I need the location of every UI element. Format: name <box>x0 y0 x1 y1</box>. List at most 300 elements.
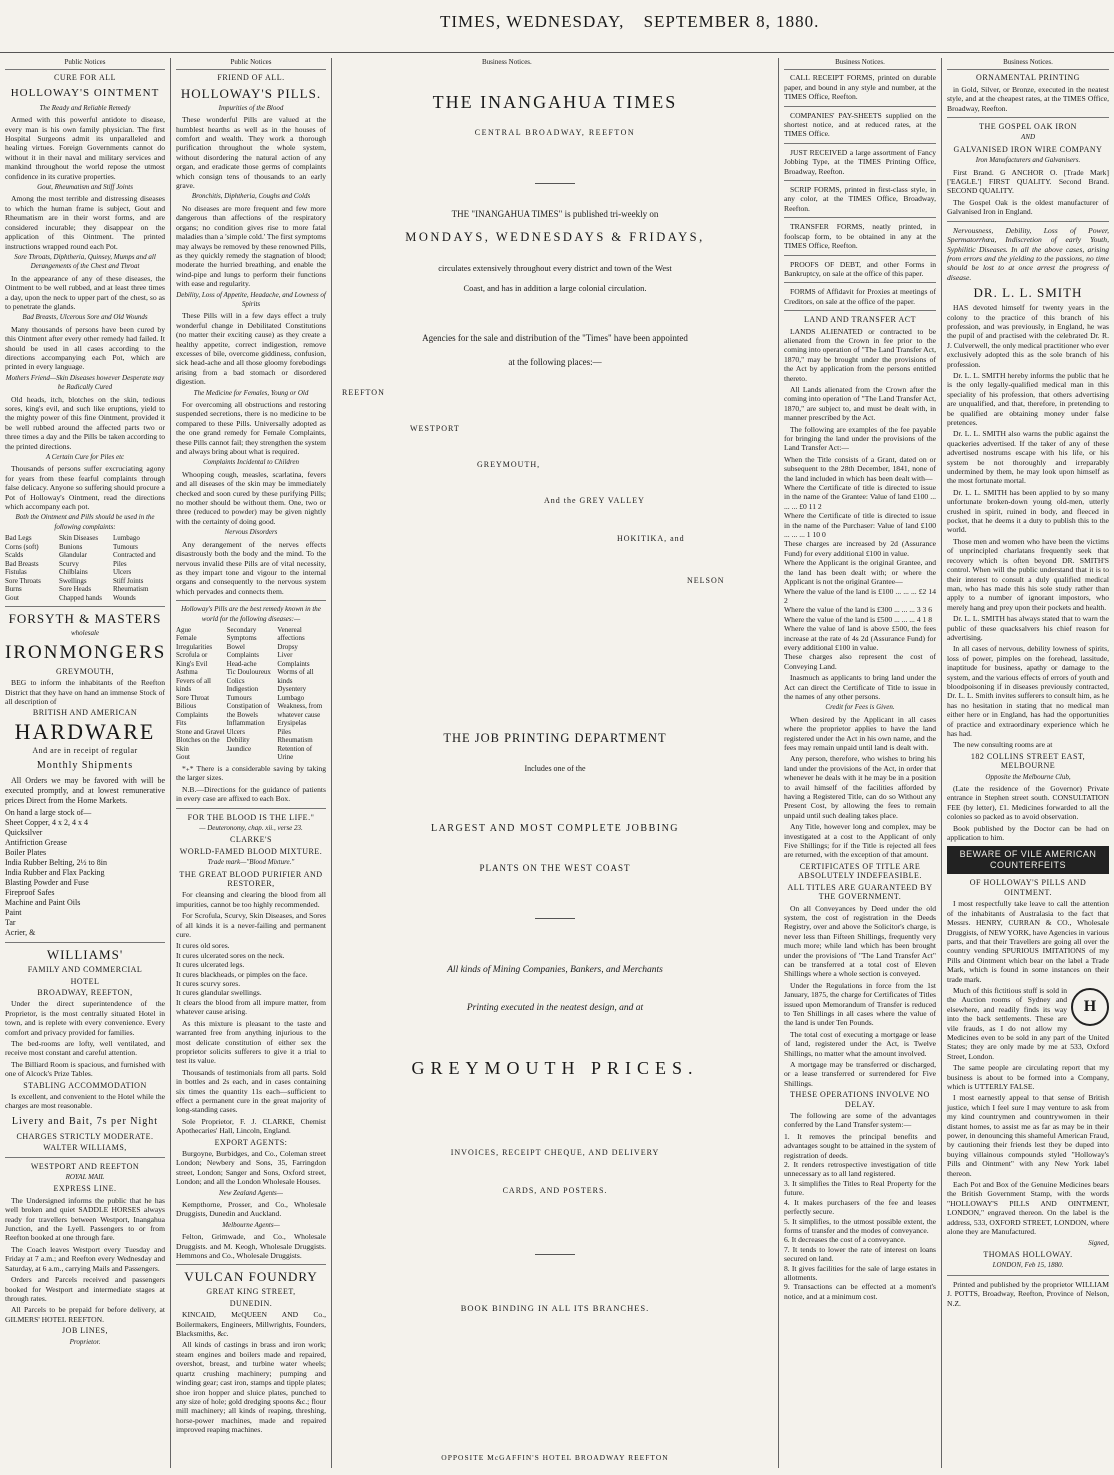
ad-paragraph: All Parcels to be prepaid for before delivery, at GILMERS' HOTEL REEFTON. <box>5 1305 165 1324</box>
ad-subhead: THESE OPERATIONS INVOLVE NO DELAY. <box>790 1090 930 1109</box>
ad-paragraph: Burgoyne, Burbidges, and Co., Coleman street London; Newbery and Sons, 35, Farringdon street, London; Sanger and Sons, Oxford street, London; and all the London Wholesale Houses. <box>176 1148 326 1187</box>
fee-item: Where the Certificate of title is directed to issue in the name of the Grantee: Value of land £100 ... ... ... £0 11 2 <box>784 483 936 511</box>
ad-subhead: Gout, Rheumatism and Stiff Joints <box>37 183 133 192</box>
ad-subhead: Sore Throats, Diphtheria, Quinsey, Mumps and all Derangements of the Chest and Throat <box>14 252 156 271</box>
ad-subhead: STABLING ACCOMMODATION <box>23 1080 147 1090</box>
ad-paragraph: BEG to inform the inhabitants of the Reefton District that they have on hand an immense Stock of all description of <box>5 678 165 706</box>
holloway-seal-icon: H <box>1071 988 1109 1026</box>
masthead-title <box>440 12 819 32</box>
disease-item: Indigestion <box>226 685 259 694</box>
divider <box>535 918 575 919</box>
ad-paragraph: Whooping cough, measles, scarlatina, fevers and all diseases of the skin may be immediately checked and soon cured by these purifying Pills; no mother should be without them. One, two or three (reduced to powder) may be given nightly with the certainty of doing good. <box>176 469 326 526</box>
ad-paragraph: All Lands alienated from the Crown after the coming into operation of "The Land Transfer Act, 1870," are subject to, and must be dealt with, in manner prescribed by the Act. <box>784 384 936 423</box>
disease-item: Gout <box>176 753 190 762</box>
ad-note: *₊* There is a considerable saving by taking the larger sizes. <box>176 763 326 783</box>
disease-item: Stone and Gravel <box>176 727 225 736</box>
ad-subhead: The Ready and Reliable Remedy <box>39 103 131 112</box>
ad-kicker: FRIEND OF ALL. <box>217 73 285 83</box>
ad-paragraph: For Scrofula, Scurvy, Skin Diseases, and Sores of all kinds it is a never-failing and permanent cure. <box>176 911 326 940</box>
ad-paragraph: HAS devoted himself for twenty years in the colony to the practice of this branch of his profession, and was previously, in England, he was the pupil of and practised with the celebrated Dr. R. J. Culverwell, the only medical practitioner who ever exclusively adopted this as the sole branch of his profession. <box>947 303 1109 369</box>
ad-title: THE GOSPEL OAK IRON <box>979 122 1077 132</box>
disease-item: Fevers of all kinds <box>176 676 211 694</box>
disease-item: Lumbago <box>277 693 305 702</box>
disease-item: Head-ache <box>226 659 257 668</box>
ad-subhead: Both the Ointment and Pills should be used in the following complaints: <box>15 513 155 531</box>
fee-item: These charges also represent the cost of Conveying Land. <box>784 652 936 671</box>
ad-subhead: CHARGES STRICTLY MODERATE. <box>16 1131 154 1141</box>
ad-signature: WALTER WILLIAMS, <box>43 1143 127 1153</box>
fee-item: Where the value of the land is £100 ... ... ... £2 14 2 <box>784 586 936 605</box>
cure-item: It cures scurvy sores. <box>176 979 241 989</box>
stock-item: Quicksilver <box>5 828 43 838</box>
ad-title: CLARKE'S <box>230 835 272 845</box>
ad-note: N.B.—Directions for the guidance of patients in every case are affixed to each Box. <box>176 784 326 804</box>
ad-dateline: LONDON, Feb 15, 1880. <box>992 1261 1064 1270</box>
fee-item: Where the Certificate of title is directed to issue in the name of the Purchaser: Value of land £100 ... ... ... 1 10 0 <box>784 511 936 540</box>
advert-title: THE JOB PRINTING DEPARTMENT <box>443 731 667 745</box>
disease-item: Dropsy <box>277 642 298 651</box>
disease-item: Liver Complaints <box>277 651 310 668</box>
ad-title: ORNAMENTAL PRINTING <box>976 73 1080 83</box>
ad-paragraph: Under the Regulations in force from the 1st January, 1875, the charge for Certificates of Titles issued upon Memorandum of Transfer is reduced to Ten Shillings in all cases where the value of the land is under Ten Pounds. <box>784 980 936 1028</box>
divider <box>535 183 575 184</box>
agency-place: GREYMOUTH, <box>477 460 541 469</box>
column-2 <box>171 58 331 1468</box>
advert-line: circulates extensively throughout every district and town of the West <box>438 263 672 273</box>
inangahua-times-advert <box>332 58 778 1468</box>
ad-subhead: Bronchitis, Diphtheria, Coughs and Colds <box>191 192 311 201</box>
ad-subhead: Trade mark—"Blood Mixture." <box>207 858 295 867</box>
disease-item: Jaundice <box>226 744 252 753</box>
complaint-item: Lumbago <box>113 534 140 543</box>
ad-paragraph: Inasmuch as applicants to bring land under the Act can direct the Certificate of Title to issue in the names of any other persons. <box>784 673 936 701</box>
advert-line: BOOK BINDING IN ALL ITS BRANCHES. <box>460 1303 650 1313</box>
ad-paragraph: Any person, therefore, who wishes to bring his land under the provisions of the Act, in order that whenever he deals with it he may be in a position to avail himself of the facilities afforded by having a Registered Title, can do so Without any Present Cost, by allowing the fees to remain unpaid until such dealing takes place. <box>784 754 936 820</box>
advert-address: OPPOSITE McGAFFIN'S HOTEL BROADWAY REEFTON <box>441 1453 669 1462</box>
ad-paragraph: Thousands of testimonials from all parts. Sold in bottles and 2s each, and in cases containing six times the quantity 11s each—sufficient to effect a permanent cure in the great majority of long-standing cases. <box>176 1067 326 1115</box>
ad-signature: Signed, <box>1088 1238 1109 1247</box>
ad-subhead: Bad Breasts, Ulcerous Sore and Old Wounds <box>22 313 148 322</box>
divider <box>947 1275 1109 1276</box>
ad-paragraph: The Gospel Oak is the oldest manufacturer of Galvanised Iron in England. <box>947 197 1109 217</box>
stock-item: Paint <box>5 908 22 918</box>
fee-item: When the Title consists of a Grant, dated on or subsequent to the 28th December, 1841, none of the land included in which has been dealt with— <box>784 454 936 483</box>
disease-item: Rheumatism <box>277 736 313 745</box>
ad-subhead: GREAT KING STREET, <box>206 1287 296 1297</box>
cure-item: It cures old sores. <box>176 941 230 951</box>
advert-line: All kinds of Mining Companies, Bankers, and Merchants <box>447 965 663 975</box>
ad-paragraph: Book published by the Doctor can be had on application to him. <box>947 823 1109 843</box>
agency-place: NELSON <box>687 576 725 585</box>
agency-place: WESTPORT <box>410 424 460 433</box>
ad-title: LAND AND TRANSFER ACT <box>804 315 916 325</box>
ad-paragraph: For cleansing and clearing the blood from all impurities, cannot be too highly recommended. <box>176 890 326 909</box>
advantage-item: 2. It renders retrospective investigation of title unnecessary as to all land registered. <box>784 1160 936 1179</box>
complaint-item: Burns <box>5 585 22 594</box>
ad-paragraph: As this mixture is pleasant to the taste and warranted free from anything injurious to the most delicate constitution of either sex the proprietor solicits sufferers to give it a trial to test its value. <box>176 1018 326 1066</box>
ad-paragraph: Kempthorne, Prosser, and Co., Wholesale Druggists, Dunedin and Auckland. <box>176 1200 326 1219</box>
disease-item: Retention of Urine <box>277 744 313 762</box>
complaint-item: Piles <box>113 559 127 568</box>
divider <box>784 143 936 144</box>
ad-paragraph: First Brand. G ANCHOR O. [Trade Mark] ['EAGLE.'] FIRST QUALITY. Second Brand. SECOND QUALITY. <box>947 167 1109 196</box>
cure-item: It cures ulcerated sores on the neck. <box>176 950 285 960</box>
ad-paragraph: These Pills will in a few days effect a truly wonderful change in Debilitated Constitutions (no matter their exciting cause) as they create a healthy appetite, correct indigestion, remove excesses of bile, overcome giddiness, confusion, sick head-ache and all those gloomy forebodings arising from a bad stomach or disordered digestion. <box>176 311 326 387</box>
cure-item: It clears the blood from all impure matter, from whatever cause arising. <box>176 997 326 1017</box>
divider <box>784 180 936 181</box>
ad-paragraph: The same people are circulating report that my business is about to be formed into a Company, which is UTTERLY FALSE. <box>947 1063 1109 1091</box>
advert-line: CARDS, AND POSTERS. <box>502 1186 608 1195</box>
divider <box>947 117 1109 118</box>
ad-paragraph: No diseases are more frequent and few more dangerous than affections of the respiratory organs; no condition gives rise to more fatal maladies than a 'simple cold.' The first symptoms may always be removed by these renowned Pills, as they quickly remedy the stagnation of blood; moderate the hurried breathing, and enable the wind-pipe and lungs to perform their functions with ease and regularity. <box>176 203 326 289</box>
disease-item: Piles <box>277 727 291 736</box>
complaint-item: Contracted and <box>113 551 156 560</box>
ad-subhead: Debility, Loss of Appetite, Headache, and Lowness of Spirits <box>176 290 326 308</box>
stock-item: Antifriction Grease <box>5 838 67 848</box>
ad-signature: THOMAS HOLLOWAY. <box>983 1249 1073 1259</box>
notice: TRANSFER FORMS, neatly printed, in foolscap form, to be obtained in any at the TIMES Office, Reefton. <box>784 222 936 251</box>
divider <box>947 221 1109 222</box>
complaint-item: Wounds <box>113 593 136 602</box>
divider <box>176 600 326 601</box>
advert-address: CENTRAL BROADWAY, REEFTON <box>474 128 636 137</box>
complaint-item: Chilblains <box>59 568 88 577</box>
advantage-item: 5. It simplifies, to the utmost possible extent, the forms of transfer and the modes of conveyance. <box>784 1216 936 1235</box>
disease-item: Dysentery <box>277 685 307 694</box>
stock-item: On hand a large stock of— <box>5 808 92 818</box>
ad-paragraph: KINCAID, McQUEEN AND Co., Boilermakers, Engineers, Millwrights, Founders, Blacksmiths, &c. <box>176 1310 326 1339</box>
ad-paragraph: Felton, Grimwade, and Co., Wholesale Druggists. and M. Keogh, Wholesale Druggists. Hemmons and Co., Wholesale Druggists. <box>176 1232 326 1261</box>
ad-subhead: The Medicine for Females, Young or Old <box>193 388 309 397</box>
ad-signature: JOB LINES, <box>62 1326 108 1336</box>
complaint-item: Gout <box>5 593 19 602</box>
ad-subhead: FAMILY AND COMMERCIAL <box>27 965 143 975</box>
cures-list <box>176 941 326 1016</box>
stock-list <box>5 808 165 938</box>
disease-item: Erysipelas <box>277 719 307 728</box>
column-1 <box>0 58 170 1468</box>
ad-paragraph: Sole Proprietor, F. J. CLARKE, Chemist Apothecaries' Hall, Lincoln, England. <box>176 1116 326 1136</box>
ad-subhead: wholesale <box>71 629 99 638</box>
ad-paragraph: The Billiard Room is spacious, and furnished with one of Alcock's Prize Tables. <box>5 1059 165 1079</box>
ad-title: DR. L. L. SMITH <box>973 285 1083 301</box>
column-heading: Business Notices. <box>784 58 936 70</box>
masthead <box>0 0 1114 53</box>
complaint-item: Scalds <box>5 551 24 560</box>
advert-line: Includes one of the <box>524 764 586 773</box>
complaint-item: Ulcers <box>113 568 132 577</box>
ad-subhead: Opposite the Melbourne Club, <box>985 772 1071 781</box>
divider <box>784 310 936 311</box>
ad-paragraph: I most respectfully take leave to call the attention of the inhabitants of Australasia to the fact that Messrs. HENRY, CURRAN & CO., Wholesale Druggists, of NEW YORK, have Agencies in various parts, and that their Travellers are going all over the country vending SPURIOUS IMITATIONS of my Pills and Ointment which bear on the label a Trade Mark, which is found in some instances on their trade mark. <box>947 899 1109 984</box>
ad-title: HOLLOWAY'S PILLS. <box>180 85 322 101</box>
ad-paragraph: All Orders we may be favored with will be executed promptly, and at lowest remunerative prices Direct from the Home Markets. <box>5 776 165 806</box>
advert-title: GREYMOUTH PRICES. <box>411 1058 699 1078</box>
advert-line: Agencies for the sale and distribution of the "Times" have been appointed <box>422 333 688 343</box>
fee-item: Where the Applicant is the original Grantee, and the land has been dealt with; or where the Applicant is not the original Grantee— <box>784 558 936 587</box>
printer-imprint: Printed and published by the proprietor WILLIAM J. POTTS, Broadway, Reefton, Province of Nelson, N.Z. <box>947 1279 1109 1308</box>
complaint-item: Glandular <box>59 551 87 560</box>
advantage-item: 1. It removes the principal benefits and advantages sought to be attained in the system of registration of deeds. <box>784 1131 936 1160</box>
complaint-item: Swellings <box>59 576 87 585</box>
disease-item: Female Irregularities <box>176 634 213 651</box>
ad-paragraph: Orders and Parcels received and passengers booked for Westport and intermediate stages at through rates. <box>5 1275 165 1303</box>
complaint-item: Bunions <box>59 542 83 551</box>
ad-subhead: Iron Manufacturers and Galvanisers. <box>975 156 1081 165</box>
ad-paragraph: Each Pot and Box of the Genuine Medicines bears the British Government Stamp, with the words "HOLLOWAY'S PILLS AND OINTMENT, LONDON," engraved thereon. On the label is the address, 533, OXFORD STREET, LONDON, where alone they are Manufactured. <box>947 1180 1109 1237</box>
advantages-list <box>784 1132 936 1301</box>
ad-paragraph: These wonderful Pills are valued at the humblest hearths as well as in the houses of comfort and wealth. They work a thorough purification throughout the whole system, without disordering the natural action of any organ, and eradicate those germs of complaints which consign tens of thousands to an early grave. <box>176 115 326 191</box>
disease-item: Ague <box>176 625 192 634</box>
ad-subhead: EXPORT AGENTS: <box>214 1137 288 1147</box>
advert-line: INVOICES, RECEIPT CHEQUE, AND DELIVERY <box>450 1148 660 1157</box>
ad-title: WILLIAMS' <box>46 947 124 963</box>
advert-line: Printing executed in the neatest design, and at <box>466 1003 644 1013</box>
ad-kicker: CURE FOR ALL <box>53 73 116 83</box>
ad-paragraph: The total cost of executing a mortgage or lease of land, registered under the Act, is Twelve Shillings, no matter what the amount involved. <box>784 1029 936 1058</box>
disease-item: Scrofula or King's Evil <box>176 651 208 668</box>
ad-subhead: Impurities of the Blood <box>218 103 284 112</box>
ad-paragraph: Under the direct superintendence of the Proprietor, is the most centrally situated Hotel in town, and is replete with every convenience. Every comfort and privacy provided for families. <box>5 999 165 1037</box>
disease-item: Weakness, from whatever cause <box>277 702 323 719</box>
fees-list <box>784 455 936 671</box>
ad-paragraph: A mortgage may be transferred or discharged, or a lease transferred or surrendered for Five Shillings. <box>784 1060 936 1088</box>
issue-date: SEPTEMBER 8, 1880. <box>643 12 820 31</box>
notice: SCRIP FORMS, printed in first-class style, in any color, at the TIMES Office, Broadway, Reefton. <box>784 185 936 213</box>
ad-kicker: FOR THE BLOOD IS THE LIFE." <box>187 812 315 822</box>
ad-subhead: Complaints Incidental to Children <box>203 458 299 467</box>
ad-subhead: And are in receipt of regular <box>32 745 138 755</box>
ad-paragraph: Old heads, itch, blotches on the skin, tedious sores, king's evil, and such like eruptions, yield to the mighty power of this fine Ointment, provided it be well rubbed around the affected parts two or three times a day and the Pills be taken according to the printed directions. <box>5 394 165 451</box>
advert-line: THE "INANGAHUA TIMES" is published tri-weekly on <box>451 209 659 219</box>
disease-item: Tumours <box>226 693 252 702</box>
ad-subhead: A Certain Cure for Piles etc <box>45 453 125 462</box>
divider <box>784 106 936 107</box>
advantage-item: 9. Transactions can be effected at a moment's notice, and at a minimum cost. <box>784 1282 936 1301</box>
ad-title: FORSYTH & MASTERS <box>8 611 162 627</box>
page-columns <box>0 58 1114 1472</box>
stock-item: Boiler Plates <box>5 848 47 858</box>
ad-subhead: EXPRESS LINE. <box>53 1184 117 1194</box>
ad-subhead: New Zealand Agents— <box>218 1188 284 1197</box>
notice: JUST RECEIVED a large assortment of Fancy Jobbing Type, at the TIMES Printing Office, Broadway, Reefton. <box>784 147 936 176</box>
stock-item: Fireproof Safes <box>5 888 55 898</box>
stock-item: Blasting Powder and Fuse <box>5 878 89 888</box>
complaint-item: Tumours <box>113 542 139 551</box>
ad-paragraph: Armed with this powerful antidote to disease, every man is his own family physician. The first Hospital Surgeons admit its unparalleled and healing virtues. Foreign Governments cannot do without it in their naval and military services and mankind throughout the world repose the utmost confidence in its curative properties. <box>5 115 165 181</box>
ad-paragraph: In all cases of nervous, debility lowness of spirits, loss of power, pimples on the forehead, lassitude, inaptitude for business, apathy or damage to the system, and the various effects of errors of youth and bloodpoisoning if in diseases previously contracted, Dr. L. L. Smith invites sufferers to consult him, as he has no hesitation in stating that no medical man either here or in England, has had the opportunities of practice and extraordinary experience which he has had. <box>947 644 1109 738</box>
divider <box>535 1254 575 1255</box>
complaint-item: Bad Breasts <box>5 559 39 568</box>
stock-item: Acrier, & <box>5 928 36 938</box>
ad-title: VULCAN FOUNDRY <box>184 1269 318 1285</box>
ad-place: GREYMOUTH, <box>55 666 115 676</box>
divider <box>5 1157 165 1158</box>
disease-item: Secondary Symptoms <box>226 625 257 643</box>
ad-place: BROADWAY, REEFTON, <box>37 987 133 997</box>
advantage-item: 3. It simplifies the Titles to Real Property for the future. <box>784 1178 936 1198</box>
complaint-item: Sore Throats <box>5 576 41 585</box>
disease-item: Venereal affections <box>277 625 305 643</box>
disease-item: Colics <box>226 676 245 685</box>
ad-paragraph: in Gold, Silver, or Bronze, executed in the neatest style, and at the cheapest rates, at the TIMES Office, Broadway, Reefton. <box>947 84 1109 113</box>
complaints-list <box>5 534 165 602</box>
ad-paragraph: Thousands of persons suffer excruciating agony for years from these fearful complaints through false delicacy. Anyone so suffering should procure a Pot of Holloway's Ointment, read the directions which accompany each pot. <box>5 464 165 512</box>
divider <box>784 255 936 256</box>
counterfeits-banner: BEWARE OF VILE AMERICAN COUNTERFEITS <box>947 846 1109 874</box>
ad-paragraph: For overcoming all obstructions and restoring suspended secretions, there is no medicine to be compared to these Pills. Universally adopted as the one grand remedy for Female Complaints, these Pills cannot fail; they strengthen the system and always bring about what is required. <box>176 400 326 457</box>
fee-item: Where the value of the land is £500 ... ... ... 4 1 8 <box>784 614 933 624</box>
agency-place: HOKITIKA, and <box>617 534 685 543</box>
complaint-item: Chapped hands <box>59 593 102 602</box>
ad-paragraph: On all Conveyances by Deed under the old system, the cost of registration in the Deeds Registry, over and above the Solicitor's charge, is never less than Fifteen Shillings, frequently very much more; while land which has been brought under the provisions of "The Land Transfer Act" can be transferred at a total cost of Eleven Shillings where a whole section is conveyed. <box>784 903 936 979</box>
fee-item: Where the value of land is above £500, the fees increase at the rate of 4s 2d (Assurance Fund) for every additional £100 in value. <box>784 624 936 652</box>
cure-item: It cures glandular swellings. <box>176 988 262 998</box>
ad-subhead: Livery and Bait, 7s per Night <box>11 1115 159 1127</box>
complaint-item: Scurvy <box>59 559 79 568</box>
column-5 <box>942 58 1114 1468</box>
ad-paragraph: Much of this fictitious stuff is sold in the Auction rooms of Sydney and elsewhere, and readily finds its way into the back settlements. These are vile frauds, as I do not allow my Medicines even to be sold in any part of the United States; they are only made by me at 533, Oxford Street, London. <box>947 985 1109 1061</box>
disease-item: Blotches on the Skin <box>176 736 220 753</box>
ad-paragraph: The Coach leaves Westport every Tuesday and Friday at 7 a.m.; and Reefton every Wednesday and Saturday, at 6 a.m., carrying Mails and Passengers. <box>5 1244 165 1273</box>
disease-item: Sore Throat <box>176 693 210 702</box>
ad-paragraph: When desired by the Applicant in all cases where the proprietor applies to have the land registered under the Act in his own name, and the fees may remain unpaid until land is dealt with. <box>784 714 936 752</box>
advert-line: LARGEST AND MOST COMPLETE JOBBING <box>430 823 680 834</box>
ad-paragraph: Any derangement of the nerves effects disastrously both the body and the mind. To the nervous invalid these Pills are of vital necessity, as they impart tone and vigour to the internal organs and consequently to the nervous system which pervades and connects them. <box>176 539 326 596</box>
advert-title: THE INANGAHUA TIMES <box>432 92 678 112</box>
disease-item: Bilious Complaints <box>176 702 209 719</box>
ad-title: HOLLOWAY'S OINTMENT <box>10 86 160 99</box>
cure-item: It cures ulcerated legs. <box>176 960 245 970</box>
ad-subhead: AND <box>1021 133 1035 142</box>
advert-line: at the following places:— <box>508 357 602 367</box>
ad-paragraph: Dr. L. L. SMITH has been applied to by so many unfortunate broken-down young old-men, utterly crushed in spirit, ruined in body, and fleeced in pocket, that he deems it a duty to publish this to the world. <box>947 487 1109 535</box>
ad-paragraph: I most earnestly appeal to that sense of British justice, which I feel sure I may venture to ask from my kind countrymen and countrywomen in their distant homes, to assist me as far as may be in their power, in denouncing this shameful American Fraud, by cautioning their friends lest they be duped into buying villainous compounds styled "Holloway's Pills and Ointment" with any New York label thereon. <box>947 1093 1109 1178</box>
stock-item: India Rubber Belting, 2½ to 8in <box>5 858 107 868</box>
fee-item: These charges are increased by 2d (Assurance Fund) for every additional £100 in value. <box>784 539 936 558</box>
complaint-item: Skin Diseases <box>59 534 99 543</box>
ad-subhead: BRITISH AND AMERICAN <box>32 708 138 718</box>
ad-title: OF HOLLOWAY'S PILLS AND OINTMENT. <box>969 878 1087 897</box>
notice: PROOFS OF DEBT, and other Forms in Bankruptcy, on sale at the office of this paper. <box>784 259 936 278</box>
ad-signature: Proprietor. <box>69 1337 101 1346</box>
ad-paragraph: Any Title, however long and complex, may be investigated at a cost to the Applicant of only Five Shillings; for if the Title is rejected all fees are returned, with the exception of that amount. <box>784 822 936 860</box>
ad-subhead: Credit for Fees is Given. <box>825 703 895 712</box>
ad-subhead: ALL TITLES ARE GUARANTEED BY THE GOVERNMENT. <box>787 882 933 902</box>
ad-title: HARDWARE <box>14 718 156 744</box>
ad-subhead: — Deuteronomy, chap. xii., verse 23. <box>199 823 303 832</box>
column-heading: Public Notices <box>5 58 165 70</box>
divider <box>5 942 165 943</box>
ad-paragraph: All kinds of castings in brass and iron work; steam engines and boilers made and repaired, overshot, breast, and turbine water wheels; quartz crushing machinery; pumping and winding gear; cast iron, stamps and tipple plates; shoe iron hopper and sluice plates, punched to any size of hole; gold dredging spoons &c.; flour mill machinery; all kinds of reaping, threshing, horse-power machines, made and repaired improved reaping machines. <box>176 1340 326 1435</box>
divider <box>176 1264 326 1265</box>
advantage-item: 4. It makes purchasers of the fee and leases perfectly secure. <box>784 1197 936 1217</box>
notice: FORMS of Affidavit for Proxies at meetings of Creditors, on sale at the office of the paper. <box>784 287 936 306</box>
complaint-item: Stiff Joints <box>113 576 144 585</box>
ad-paragraph: Nervousness, Debility, Loss of Power, Spermatorrhœa, Indiscretion of early Youth, Syphilitic Diseases. In all the above cases, arising from errors and the yielding to the passions, no time should be lost to at once arrest the progress of disease. <box>947 225 1109 282</box>
complaint-item: Fistulas <box>5 568 27 577</box>
ad-subhead: ROYAL MAIL <box>65 1173 105 1182</box>
ad-paragraph: Among the most terrible and distressing diseases to which the human frame is subject, Gout and Rheumatism are in their worst forms, and are considered incurable; they disappear on the application of this Ointment. The printed instructions wrapped round each Pot. <box>5 194 165 251</box>
ad-paragraph: The new consulting rooms are at <box>953 740 1053 750</box>
agency-place: And the GREY VALLEY <box>544 496 645 505</box>
advantage-item: 6. It decreases the cost of a conveyance. <box>784 1235 906 1245</box>
divider <box>784 282 936 283</box>
advert-line: Coast, and has in addition a large colonial circulation. <box>463 283 647 293</box>
advantage-item: 7. It tends to lower the rate of interest on loans secured on land. <box>784 1244 936 1264</box>
disease-item: Asthma <box>176 668 198 677</box>
ad-paragraph: The following are examples of the fee payable for bringing the land under the provisions of the Land Transfer Act:— <box>784 424 936 453</box>
divider <box>176 808 326 809</box>
ad-subhead: HOTEL <box>70 976 100 986</box>
ad-title: GALVANISED IRON WIRE COMPANY <box>953 144 1103 154</box>
disease-item: Ulcers <box>226 727 245 736</box>
fee-item: Where the value of the land is £300 ... ... ... 3 3 6 <box>784 605 933 615</box>
stock-item: Tar <box>5 918 16 928</box>
notice: CALL RECEIPT FORMS, printed on durable paper, and bound in any style and number, at the TIMES Office, Reefton. <box>784 73 936 102</box>
paper-name: TIMES, WEDNESDAY, <box>440 12 625 31</box>
ad-paragraph: The following are some of the advantages conferred by the Land Transfer system:— <box>784 1111 936 1130</box>
diseases-list <box>176 626 326 762</box>
column-4 <box>779 58 941 1468</box>
ad-subhead: Mothers Friend—Skin Diseases however Desperate may be Radically Cured <box>5 373 165 392</box>
ad-paragraph: (Late the residence of the Governor) Private entrance in Stephen street south. CONSULTATION FEE (by letter), £1. Medicines forwarded to all the colonies so packed as to avoid observation. <box>947 784 1109 822</box>
complaint-item: Corns (soft) <box>5 542 39 551</box>
agency-place: REEFTON <box>342 388 385 397</box>
ad-address: 182 COLLINS STREET EAST, MELBOURNE <box>970 751 1086 771</box>
disease-item: Debility <box>226 736 250 745</box>
disease-item: Fits <box>176 719 187 728</box>
ad-subhead: Monthly Shipments <box>36 760 134 772</box>
ad-paragraph: LANDS ALIENATED or contracted to be alienated from the Crown in fee prior to the coming into operation of "The Land Transfer Act, 1870," may be brought under the provisions of the Act by application from the persons entitled thereto. <box>784 326 936 383</box>
complaint-item: Rheumatism <box>113 585 149 594</box>
ad-title: WESTPORT AND REEFTON <box>30 1161 140 1171</box>
ad-paragraph: The Undersigned informs the public that he has well broken and quiet SADDLE HORSES always ready for travellers between Westport, Inangahua Junction, and the Lyell. Passengers to or from Reefton booked at one through fare. <box>5 1195 165 1243</box>
stock-item: India Rubber and Flax Packing <box>5 868 105 878</box>
column-heading: Business Notices. <box>482 58 532 66</box>
advantage-item: 8. It gives facilities for the sale of large estates in allotments. <box>784 1263 936 1282</box>
disease-item: Worms of all kinds <box>277 668 314 685</box>
ad-subhead: THE GREAT BLOOD PURIFIER AND RESTORER, <box>179 869 323 888</box>
stock-item: Sheet Copper, 4 x 2, 4 x 4 <box>5 818 89 828</box>
complaint-item: Sore Heads <box>59 585 92 594</box>
complaint-item: Bad Legs <box>5 534 32 543</box>
disease-item: Constipation of the Bowels <box>226 702 271 719</box>
column-heading: Public Notices <box>176 58 326 70</box>
ad-paragraph: Many thousands of persons have been cured by this Ointment after every other remedy had failed. It should be used in all cases according to the directions accompanying each Pot, which are printed in every language. <box>5 324 165 372</box>
ad-title: IRONMONGERS <box>5 641 167 663</box>
column-heading: Business Notices. <box>947 58 1109 70</box>
divider <box>784 217 936 218</box>
cure-item: It cures blackheads, or pimples on the face. <box>176 969 308 979</box>
ad-subhead: CERTIFICATES OF TITLE ARE ABSOLUTELY INDEFEASIBLE. <box>798 861 922 881</box>
ad-paragraph: Those men and women who have been the victims of unprincipled charlatans frequently seek that recovery which is often beyond DR. SMITH'S control. When will the public understand that it is to their interest to consult a duly qualified medical man, who has made this his sole study rather than apply to a number of ignorant impostors, who merely hang and prey upon their pockets and health. <box>947 536 1109 612</box>
ad-paragraph: Dr. L. L. SMITH has always stated that to warn the public of these quacksalvers his chief reason for advertising. <box>947 614 1109 642</box>
disease-item: Tic Douloureux <box>226 668 271 677</box>
ad-place: DUNEDIN. <box>229 1298 273 1308</box>
stock-item: Machine and Paint Oils <box>5 898 81 908</box>
disease-item: Inflammation <box>226 719 265 728</box>
disease-item: Bowel Complaints <box>226 642 259 660</box>
divider <box>5 606 165 607</box>
ad-paragraph: The bed-rooms are lofty, well ventilated, and receive most constant and careful attention. <box>5 1038 165 1058</box>
ad-paragraph: Is excellent, and convenient to the Hotel while the charges are most reasonable. <box>5 1092 165 1111</box>
advert-days: MONDAYS, WEDNESDAYS & FRIDAYS, <box>405 230 705 244</box>
ad-paragraph: Dr. L. L. SMITH hereby informs the public that he is the only legally-qualified medical man in this speciality of his profession, that others advertising are unqualified, and that, therefore, in pretending to be qualified are obtaining money under false pretences. <box>947 370 1109 427</box>
ad-paragraph: Dr. L. L. SMITH also warns the public against the quackeries advertised. If the taker of any of these advertised nostrums escape with his life, or his system be not thoroughly and irreparably undermined by them, he may look upon himself as the most fortunate mortal. <box>947 429 1109 486</box>
ad-title: WORLD-FAMED BLOOD MIXTURE. <box>179 846 323 856</box>
ad-paragraph: In the appearance of any of these diseases, the Ointment to be well rubbed, and at least three times a day, upon the neck to upper part of the chest, so as to penetrate the glands. <box>5 273 165 311</box>
